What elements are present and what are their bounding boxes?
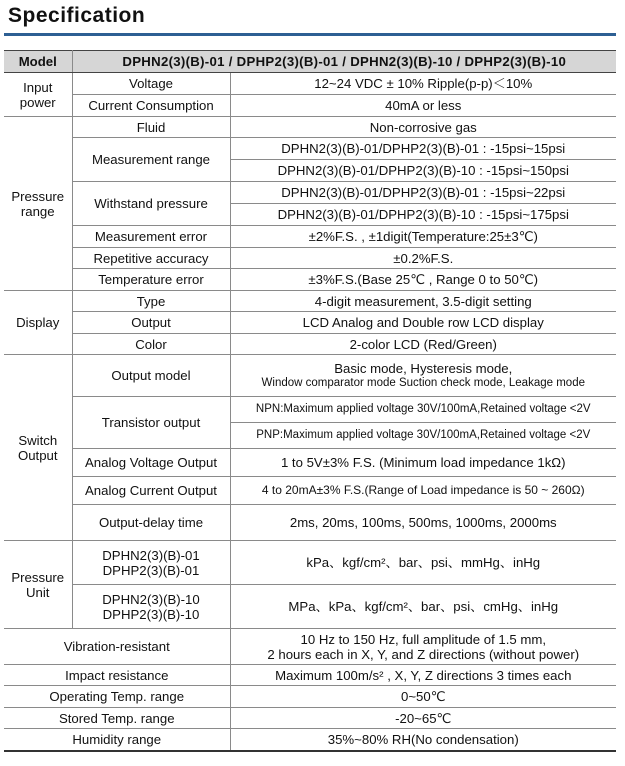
impact-value: Maximum 100m/s² , X, Y, Z directions 3 times each [230,665,616,686]
table-row [4,291,616,312]
op-temp-label: Operating Temp. range [4,686,230,708]
table-row [4,477,616,505]
delay-value: 2ms, 20ms, 100ms, 500ms, 1000ms, 2000ms [230,505,616,541]
analog-current-label: Analog Current Output [72,477,230,505]
output-model-line2: Window comparator mode Suction check mode, Leakage mode [261,376,585,389]
table-row [4,182,616,204]
table-row [4,585,616,629]
transistor-label: Transistor output [72,397,230,449]
table-row [4,248,616,269]
withstand-label: Withstand pressure [72,182,230,226]
vibration-label: Vibration-resistant [4,629,230,665]
unit-models-01 [72,541,230,585]
current-label: Current Consumption [72,95,230,117]
analog-current-value: 4 to 20mA±3% F.S.(Range of Load impedance is 50 ~ 260Ω) [230,477,616,505]
humidity-value: 35%~80% RH(No condensation) [230,729,616,751]
npn-value: NPN:Maximum applied voltage 30V/100mA,Retained voltage <2V [230,397,616,423]
table-row [4,334,616,355]
header-models: DPHN2(3)(B)-01 / DPHP2(3)(B)-01 / DPHN2(3)(B)-10 / DPHP2(3)(B)-10 [72,51,616,73]
table-row [4,541,616,585]
table-row [4,95,616,117]
table-row [4,138,616,160]
display-output-value: LCD Analog and Double row LCD display [230,312,616,334]
stored-temp-label: Stored Temp. range [4,708,230,729]
page-title: Specification [8,4,146,27]
pressure-unit-label: Pressure Unit [4,541,72,629]
input-power-label: Input power [4,73,72,117]
fluid-label: Fluid [72,117,230,138]
meas-error-value: ±2%F.S. , ±1digit(Temperature:25±3℃) [230,226,616,248]
pressure-range-label: Pressure range [4,117,72,291]
current-value: 40mA or less [230,95,616,117]
measurement-10: DPHN2(3)(B)-01/DPHP2(3)(B)-10 : -15psi~150psi [230,160,616,182]
meas-error-label: Measurement error [72,226,230,248]
table-row [4,729,616,751]
table-row [4,355,616,397]
display-type-value: 4-digit measurement, 3.5-digit setting [230,291,616,312]
delay-label: Output-delay time [72,505,230,541]
withstand-10: DPHN2(3)(B)-01/DPHP2(3)(B)-10 : -15psi~175psi [230,204,616,226]
display-type-label: Type [72,291,230,312]
temp-error-value: ±3%F.S.(Base 25℃ , Range 0 to 50℃) [230,269,616,291]
unit-model-10b: DPHP2(3)(B)-10 [102,606,200,622]
vibration-line1: 10 Hz to 150 Hz, full amplitude of 1.5 mm, [300,631,547,647]
analog-voltage-label: Analog Voltage Output [72,449,230,477]
table-row [4,312,616,334]
repeat-value: ±0.2%F.S. [230,248,616,269]
humidity-label: Humidity range [4,729,230,751]
table-row [4,226,616,248]
unit-models-10 [72,585,230,629]
table-row [4,665,616,686]
repeat-label: Repetitive accuracy [72,248,230,269]
display-color-value: 2-color LCD (Red/Green) [230,334,616,355]
voltage-value: 12~24 VDC ± 10% Ripple(p-p)＜10% [230,73,616,95]
title-rule [4,33,616,36]
voltage-label: Voltage [72,73,230,95]
units-10: MPa、kPa、kgf/cm²、bar、psi、cmHg、inHg [230,585,616,629]
table-row [4,269,616,291]
withstand-01: DPHN2(3)(B)-01/DPHP2(3)(B)-01 : -15psi~22psi [230,182,616,204]
temp-error-label: Temperature error [72,269,230,291]
spec-table [4,50,616,752]
fluid-value: Non-corrosive gas [230,117,616,138]
impact-label: Impact resistance [4,665,230,686]
vibration-value [230,629,616,665]
output-model-label: Output model [72,355,230,397]
display-label: Display [4,291,72,355]
analog-voltage-value: 1 to 5V±3% F.S. (Minimum load impedance 1kΩ) [230,449,616,477]
table-row [4,505,616,541]
display-color-label: Color [72,334,230,355]
stored-temp-value: -20~65℃ [230,708,616,729]
unit-model-10a: DPHN2(3)(B)-10 [102,591,200,607]
output-model-line1: Basic mode, Hysteresis mode, [334,360,513,376]
vibration-line2: 2 hours each in X, Y, and Z directions (without power) [267,646,580,662]
header-row [4,51,616,73]
header-model-label: Model [4,51,72,73]
table-row [4,708,616,729]
table-row [4,117,616,138]
table-row [4,449,616,477]
unit-model-01a: DPHN2(3)(B)-01 [102,547,200,563]
table-row [4,629,616,665]
pnp-value: PNP:Maximum applied voltage 30V/100mA,Retained voltage <2V [230,423,616,449]
table-row [4,73,616,95]
units-01: kPa、kgf/cm²、bar、psi、mmHg、inHg [230,541,616,585]
measurement-01: DPHN2(3)(B)-01/DPHP2(3)(B)-01 : -15psi~15psi [230,138,616,160]
table-row [4,397,616,423]
display-output-label: Output [72,312,230,334]
table-row [4,686,616,708]
switch-output-label: Switch Output [4,355,72,541]
output-model-value [230,355,616,397]
measurement-label: Measurement range [72,138,230,182]
unit-model-01b: DPHP2(3)(B)-01 [102,562,200,578]
op-temp-value: 0~50℃ [230,686,616,708]
